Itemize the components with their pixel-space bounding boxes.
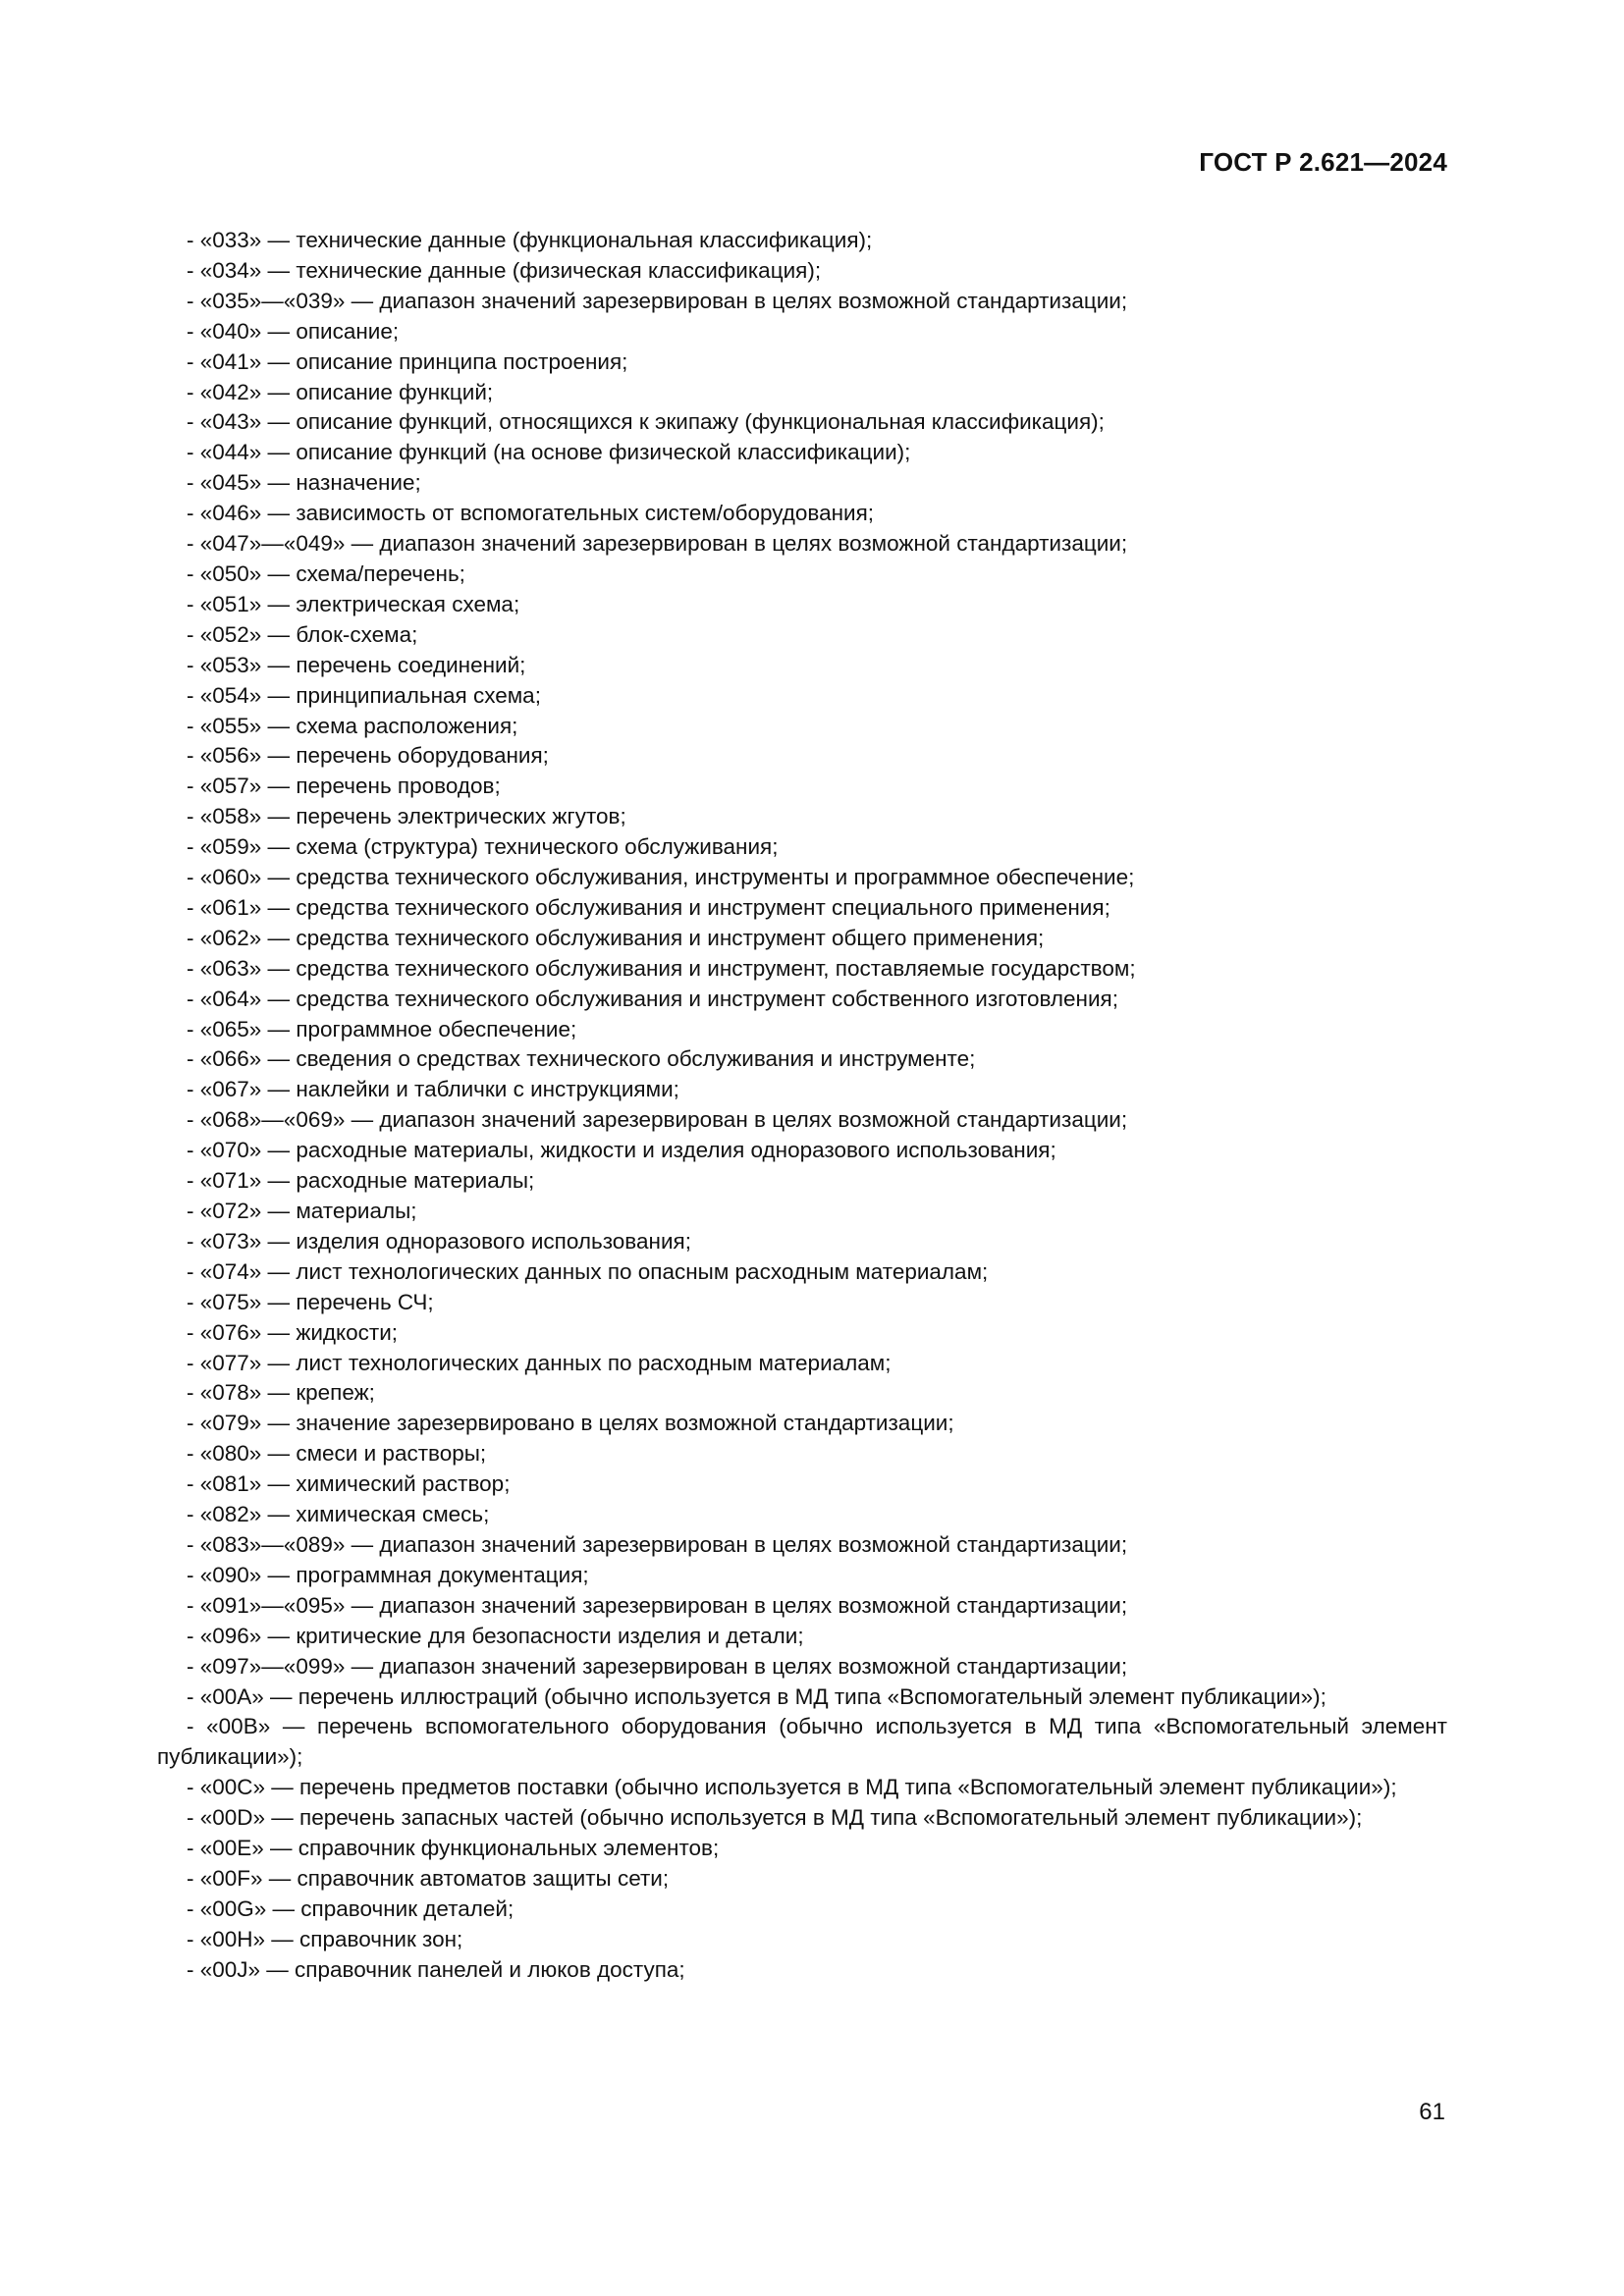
list-item: - «091»—«095» — диапазон значений зарезервирован в целях возможной стандартизации; (187, 1592, 1128, 1618)
list-item: - «097»—«099» — диапазон значений зарезервирован в целях возможной стандартизации; (187, 1653, 1128, 1679)
list-item: - «056» — перечень оборудования; (187, 743, 549, 769)
list-item: - «034» — технические данные (физическая классификация); (187, 257, 822, 283)
page-number: 61 (1419, 2099, 1445, 2125)
list-item: - «00F» — справочник автоматов защиты сети; (187, 1865, 670, 1891)
list-item: - «050» — схема/перечень; (187, 561, 465, 586)
list-item: - «081» — химический раствор; (187, 1471, 511, 1497)
list-item: - «073» — изделия одноразового использования; (187, 1228, 691, 1254)
list-item: - «058» — перечень электрических жгутов; (187, 804, 626, 829)
list-item: - «090» — программная документация; (187, 1562, 589, 1587)
code-value-list (157, 226, 1447, 1986)
list-item: - «068»—«069» — диапазон значений зарезервирован в целях возможной стандартизации; (187, 1107, 1128, 1133)
list-item: - «040» — описание; (187, 318, 400, 344)
list-item: - «078» — крепеж; (187, 1380, 375, 1406)
list-item: - «042» — описание функций; (187, 379, 494, 404)
list-item: - «033» — технические данные (функциональная классификация); (187, 228, 873, 252)
list-item: - «067» — наклейки и таблички с инструкциями; (187, 1077, 679, 1102)
list-item: - «00C» — перечень предметов поставки (обычно используется в МД типа «Вспомогательный элемент публикации»); (187, 1775, 1397, 1800)
list-item: - «096» — критические для безопасности изделия и детали; (187, 1623, 804, 1648)
list-item: - «051» — электрическая схема; (187, 591, 520, 616)
list-item: - «00A» — перечень иллюстраций (обычно используется в МД типа «Вспомогательный элемент публикации»); (187, 1683, 1326, 1709)
standard-code-header: ГОСТ Р 2.621—2024 (1199, 147, 1447, 177)
list-item: - «060» — средства технического обслуживания, инструменты и программное обеспечение; (187, 865, 1135, 890)
list-item: - «00B» — перечень вспомогательного оборудования (обычно используется в МД типа «Вспомогательный элемент публикации»); (157, 1714, 1447, 1770)
list-item: - «046» — зависимость от вспомогательных систем/оборудования; (187, 501, 875, 526)
list-item: - «064» — средства технического обслуживания и инструмент собственного изготовления; (187, 986, 1118, 1011)
list-item: - «044» — описание функций (на основе физической классификации); (187, 440, 911, 465)
list-item: - «074» — лист технологических данных по опасным расходным материалам; (187, 1258, 989, 1284)
list-item: - «057» — перечень проводов; (187, 774, 501, 799)
list-item: - «066» — сведения о средствах технического обслуживания и инструменте; (187, 1046, 976, 1072)
list-item: - «047»—«049» — диапазон значений зарезервирован в целях возможной стандартизации; (187, 531, 1128, 557)
list-item: - «080» — смеси и растворы; (187, 1441, 487, 1467)
list-item: - «00J» — справочник панелей и люков доступа; (187, 1956, 685, 1982)
list-item: - «079» — значение зарезервировано в целях возможной стандартизации; (187, 1411, 954, 1436)
list-item: - «077» — лист технологических данных по расходным материалам; (187, 1350, 892, 1375)
list-item: - «083»—«089» — диапазон значений зарезервирован в целях возможной стандартизации; (187, 1531, 1128, 1557)
list-item: - «061» — средства технического обслуживания и инструмент специального применения; (187, 894, 1110, 920)
list-item: - «076» — жидкости; (187, 1319, 399, 1345)
list-item: - «045» — назначение; (187, 470, 421, 496)
list-item: - «082» — химическая смесь; (187, 1502, 490, 1527)
list-item: - «075» — перечень СЧ; (187, 1289, 434, 1314)
list-item: - «054» — принципиальная схема; (187, 682, 541, 708)
list-item: - «041» — описание принципа построения; (187, 348, 628, 374)
list-item: - «00H» — справочник зон; (187, 1926, 463, 1951)
list-item: - «059» — схема (структура) технического обслуживания; (187, 834, 779, 860)
list-item: - «043» — описание функций, относящихся к экипажу (функциональная классификация); (187, 409, 1105, 435)
list-item: - «055» — схема расположения; (187, 713, 518, 738)
list-item: - «065» — программное обеспечение; (187, 1016, 577, 1041)
list-item: - «00E» — справочник функциональных элементов; (187, 1836, 720, 1861)
list-item: - «070» — расходные материалы, жидкости и изделия одноразового использования; (187, 1138, 1056, 1163)
list-item: - «052» — блок-схема; (187, 621, 418, 647)
list-item: - «063» — средства технического обслуживания и инструмент, поставляемые государством; (187, 955, 1136, 981)
list-item: - «00G» — справочник деталей; (187, 1896, 514, 1921)
list-item: - «035»—«039» — диапазон значений зарезервирован в целях возможной стандартизации; (187, 288, 1128, 313)
list-item: - «062» — средства технического обслуживания и инструмент общего применения; (187, 925, 1045, 950)
list-item: - «071» — расходные материалы; (187, 1168, 535, 1194)
list-item: - «00D» — перечень запасных частей (обычно используется в МД типа «Вспомогательный элемент публикации»); (187, 1805, 1363, 1831)
list-item: - «072» — материалы; (187, 1199, 417, 1223)
list-item: - «053» — перечень соединений; (187, 652, 526, 677)
